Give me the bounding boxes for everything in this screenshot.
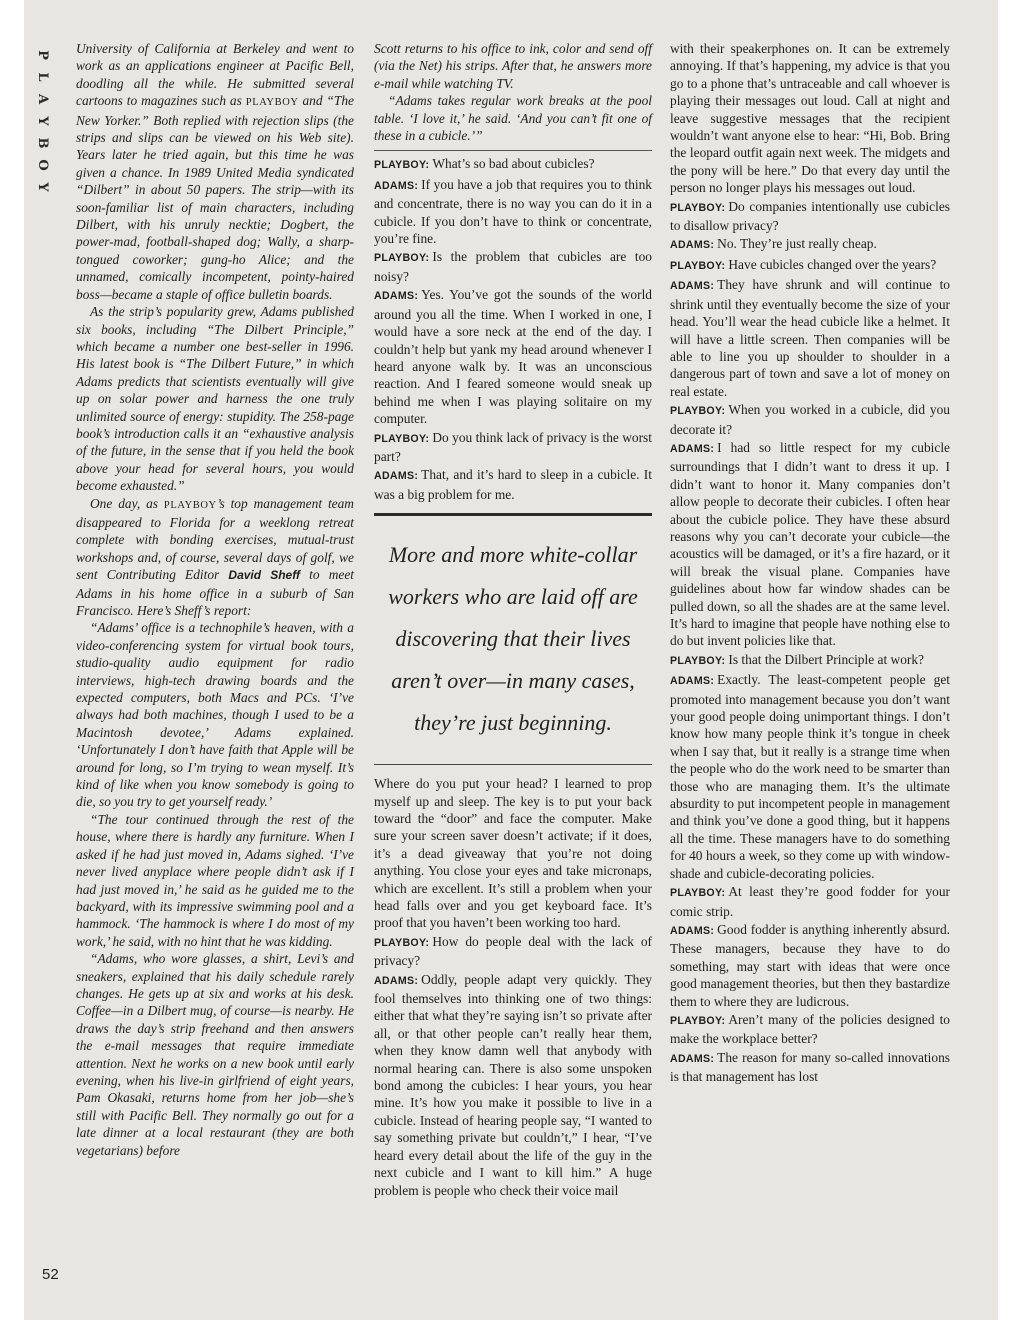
- speaker-label: PLAYBOY:: [374, 252, 430, 265]
- qa-paragraph: [374, 971, 652, 1199]
- divider: [374, 150, 652, 151]
- speaker-label: ADAMS:: [670, 280, 715, 293]
- qa-paragraph: [670, 651, 950, 670]
- speaker-label: ADAMS:: [670, 675, 715, 688]
- paragraph: As the strip’s popularity grew, Adams published six books, including “The Dilbert Principle,” which became a number one best-seller in 1996. His latest book is “The Dilbert Future,” in which Adams predicts that scientists eventually will give up on solar power and harness the one truly unlimited source of energy: stupidity. The 258-page book’s introduction calls it an “exhaustive analysis of the future, in the sense that if you held the book above your head for several hours, you would become exhausted.”: [76, 304, 354, 494]
- speaker-label: PLAYBOY:: [374, 159, 430, 172]
- qa-text: They have shrunk and will continue to shrink until they eventually become the size of your head. You’ll wear the head cubicle like a helmet. It will have a little screen. Then companies will be able to line you up shoulder to shoulder in a dangerous part of town and save a lot of money on real estate.: [670, 277, 950, 399]
- qa-text: When you worked in a cubicle, did you decorate it?: [670, 402, 950, 437]
- paragraph: University of California at Berkeley and went to work as an applications engineer at Pacific Bell, doodling all the while. He submitted several cartoons to magazines such as PLAYBOY and “The New Yorker.” Both replied with rejection slips (the strips and slips can be viewed on his Web site). Years later he tried again, but this time he was given a chance. In 1989 United Media syndicated “Dilbert” in about 50 papers. The strip—with its soon-familiar list of main characters, including Dilbert, with his unruly necktie; Dogbert, the power-mad, football-shaped dog; Wally, a sharp-tongued coworker; gung-ho Alice; and the unnamed, comically incompetent, pointy-haired boss—became a staple of office bulletin boards.: [76, 41, 354, 302]
- running-head-letter: Y: [35, 116, 50, 126]
- speaker-label: ADAMS:: [670, 239, 715, 252]
- speaker-label: PLAYBOY:: [374, 936, 430, 949]
- speaker-label: ADAMS:: [670, 924, 715, 937]
- page-number: 52: [42, 1266, 59, 1283]
- qa-text: Do you think lack of privacy is the worst part?: [374, 429, 652, 464]
- qa-text: If you have a job that requires you to think and concentrate, there is no way you can do it in a cubicle. If you don’t have to think or concentrate, you’re fine.: [374, 176, 652, 247]
- qa-paragraph: [670, 921, 950, 1010]
- qa-text: Exactly. The least-competent people get promoted into management because you don’t want your good people doing unimportant things. I don’t know how many people think it’s tongue in cheek when I say that, but it really is a strange time when the people who do the work need to be smarter than those who are managing them. It’s the ultimate absurdity to put incompetent people in management and think you’ve done a good thing, but it happens all the time. These managers have to do something for 40 hours a week, so they come up with window-shade and cubicle-decorating policies.: [670, 672, 950, 881]
- qa-text: Oddly, people adapt very quickly. They fool themselves into thinking one of two things: either that what they’re saying isn’t so private after all, or that other people can’t really hear them, when they know damn well that anybody with normal hearing can. There is also some unspoken bond among the cubicles: I hear yours, you hear mine. It’s how you make it possible to live in a cubicle. Instead of hearing people say, “I wanted to say something private but couldn’t,” I hear, “I’ve heard every detail about the life of the guy in the next cubicle and I want to kill him.” A huge problem is people who check their voice mail: [374, 971, 652, 1198]
- intro-paragraph: “Adams takes regular work breaks at the pool table. ‘I love it,’ he said. ‘And you can’t fit one of these in a cubicle.’”: [374, 93, 652, 144]
- qa-paragraph: [670, 671, 950, 882]
- intro-paragraph: Scott returns to his office to ink, color and send off (via the Net) his strips. After that, he answers more e-mail while watching TV.: [374, 41, 652, 91]
- running-head: [34, 44, 50, 198]
- speaker-label: PLAYBOY:: [374, 432, 430, 445]
- qa-text: No. They’re just really cheap.: [717, 236, 877, 252]
- qa-paragraph: [670, 401, 950, 438]
- running-head-letter: L: [35, 72, 50, 82]
- qa-text: Good fodder is anything inherently absurd. These managers, because they have to do something, may start with ideas that were once good management theories, but then they bastardize them to where they are ludicrous.: [670, 921, 950, 1009]
- qa-block: [374, 933, 652, 1199]
- small-caps-playboy: PLAYBOY: [163, 499, 217, 511]
- qa-paragraph: [374, 286, 652, 427]
- speaker-label: ADAMS:: [374, 974, 419, 987]
- speaker-label: PLAYBOY:: [670, 887, 726, 900]
- qa-paragraph: [670, 276, 950, 400]
- pull-quote: More and more white-collar workers who are laid off are discovering that their lives aren’t over—in many cases, they’re just beginning.: [374, 513, 652, 765]
- small-caps-playboy: PLAYBOY: [245, 97, 299, 109]
- speaker-label: PLAYBOY:: [670, 1014, 726, 1027]
- qa-text: Do companies intentionally use cubicles to disallow privacy?: [670, 198, 950, 234]
- paragraph: Where do you put your head? I learned to prop myself up and sleep. The key is to put your back toward the “door” and face the computer. Make sure your screen saver doesn’t activate; if it does, it’s a dead giveaway that you’re not doing anything. You close your eyes and take micronaps, which are excellent. It’s still a problem when your head falls over and you get keyboard face. It’s proof that you haven’t been working too hard.: [374, 776, 652, 931]
- qa-text: The reason for many so-called innovations is that management has lost: [670, 1049, 950, 1085]
- running-head-letter: Y: [35, 182, 50, 192]
- qa-paragraph: [670, 1049, 950, 1086]
- qa-text: What’s so bad about cubicles?: [432, 156, 595, 172]
- speaker-label: PLAYBOY:: [670, 201, 726, 214]
- qa-text: Aren’t many of the policies designed to make the workplace better?: [670, 1011, 950, 1047]
- qa-paragraph: [670, 883, 950, 920]
- qa-block: [374, 155, 652, 503]
- qa-paragraph: [374, 466, 652, 503]
- running-head-letter: A: [35, 93, 50, 105]
- speaker-label: ADAMS:: [374, 179, 419, 192]
- paragraph: One day, as PLAYBOY’s top management team disappeared to Florida for a weeklong retreat complete with bonding exercises, mutual-trust workshops and, of course, several days of golf, we sent Contributing Editor David Sheff to meet Adams in his home office in a suburb of San Francisco. Here’s Sheff’s report:: [76, 495, 354, 618]
- paragraph: with their speakerphones on. It can be extremely annoying. If that’s happening, my advice is that you go to a phone that’s untraceable and call whoever is playing their messages out loud. Call at night and leave suggestive messages that the recipient wouldn’t want anyone else to hear: “Hi, Bob. Bring the leopard outfit again next week. The midgets and the pony will be here.” Do that every day until the person no longer plays his messages out loud.: [670, 41, 950, 196]
- qa-paragraph: [374, 933, 652, 970]
- qa-text: Is the problem that cubicles are too noisy?: [374, 249, 652, 284]
- paragraph: “The tour continued through the rest of the house, where there is hardly any furniture. When I asked if he had just moved in, Adams sighed. ‘I’ve never lived anyplace where people didn’t ask if I had just moved in,’ he said as he guided me to the backyard, with its impressive swimming pool and a hammock. ‘The hammock is where I do most of my work,’ he said, with no hint that he was kidding.: [76, 811, 354, 949]
- speaker-label: ADAMS:: [670, 1052, 715, 1065]
- running-head-letter: P: [35, 50, 50, 60]
- qa-paragraph: [374, 429, 652, 466]
- speaker-label: PLAYBOY:: [670, 654, 726, 667]
- speaker-label: ADAMS:: [374, 470, 419, 483]
- qa-text: Is that the Dilbert Principle at work?: [728, 651, 924, 667]
- column-3: [670, 40, 950, 1280]
- paragraph: “Adams, who wore glasses, a shirt, Levi’s and sneakers, explained that his daily schedule rarely changes. He gets up at six and works at his desk. Coffee—in a Dilbert mug, of course—is nearby. He draws the day’s strip freehand and then answers the e-mail messages that require immediate attention. Next he works on a new book until early evening, when his live-in girlfriend of eight years, Pam Okasaki, returns home from her job—she’s still with Pacific Bell. They normally go out for a late dinner at a local restaurant (they are both vegetarians) before: [76, 951, 354, 1158]
- qa-text: Have cubicles changed over the years?: [728, 256, 937, 272]
- speaker-label: ADAMS:: [374, 290, 419, 303]
- qa-text: How do people deal with the lack of privacy?: [374, 933, 652, 969]
- column-1: [76, 40, 354, 1280]
- qa-paragraph: [670, 439, 950, 650]
- qa-text: I had so little respect for my cubicle surroundings that I didn’t want to dress it up. I didn’t want to honor it. Many companies don’t allow people to decorate their cubicles. I often hear about the cubicle police. They have these absurd reasons why you can’t decorate your cubicle—the acoustics will be damaged, or it’s a fire hazard, or it will break the visual plane. Companies have guidelines about how far window shades can be pulled down, so all the shades are at the same level. It’s hard to imagine that people have nothing else to do but invent policies like that.: [670, 439, 950, 649]
- qa-paragraph: [374, 155, 652, 174]
- contributor-name: David Sheff: [228, 568, 301, 583]
- paragraph: “Adams’ office is a technophile’s heaven, with a video-conferencing system for virtual book tours, studio-quality audio equipment for radio interviews, high-tech drawing boards and the expected computers, both Macs and PCs. ‘I’ve always had both machines, though I used to be a Macintosh devotee,’ Adams explained. ‘Unfortunately I don’t have faith that Apple will be around for long, so I’m trying to wean myself. It’s kind of like when you know somebody is going to die, so you try to get yourself ready.’: [76, 620, 354, 810]
- qa-text: That, and it’s hard to sleep in a cubicle. It was a big problem for me.: [374, 467, 652, 502]
- qa-text: At least they’re good fodder for your comic strip.: [670, 884, 950, 919]
- speaker-label: PLAYBOY:: [670, 405, 726, 418]
- running-head-letter: B: [35, 137, 50, 149]
- speaker-label: ADAMS:: [670, 442, 715, 455]
- qa-paragraph: [670, 235, 950, 254]
- qa-text: Yes. You’ve got the sounds of the world around you all the time. When I worked in one, I would have a sore neck at the end of the day. I couldn’t help but yank my head around whenever I heard anyone walk by. It was an unconscious reaction. And I feared someone would sneak up behind me when I was playing solitaire on my computer.: [374, 287, 652, 427]
- qa-paragraph: [670, 256, 950, 275]
- speaker-label: PLAYBOY:: [670, 259, 726, 272]
- magazine-page: [24, 0, 998, 1320]
- running-head-letter: O: [35, 159, 50, 171]
- column-2: [374, 40, 652, 1280]
- qa-paragraph: [374, 248, 652, 285]
- qa-paragraph: [374, 176, 652, 248]
- qa-paragraph: [670, 198, 950, 235]
- qa-block: [670, 198, 950, 1086]
- qa-paragraph: [670, 1011, 950, 1048]
